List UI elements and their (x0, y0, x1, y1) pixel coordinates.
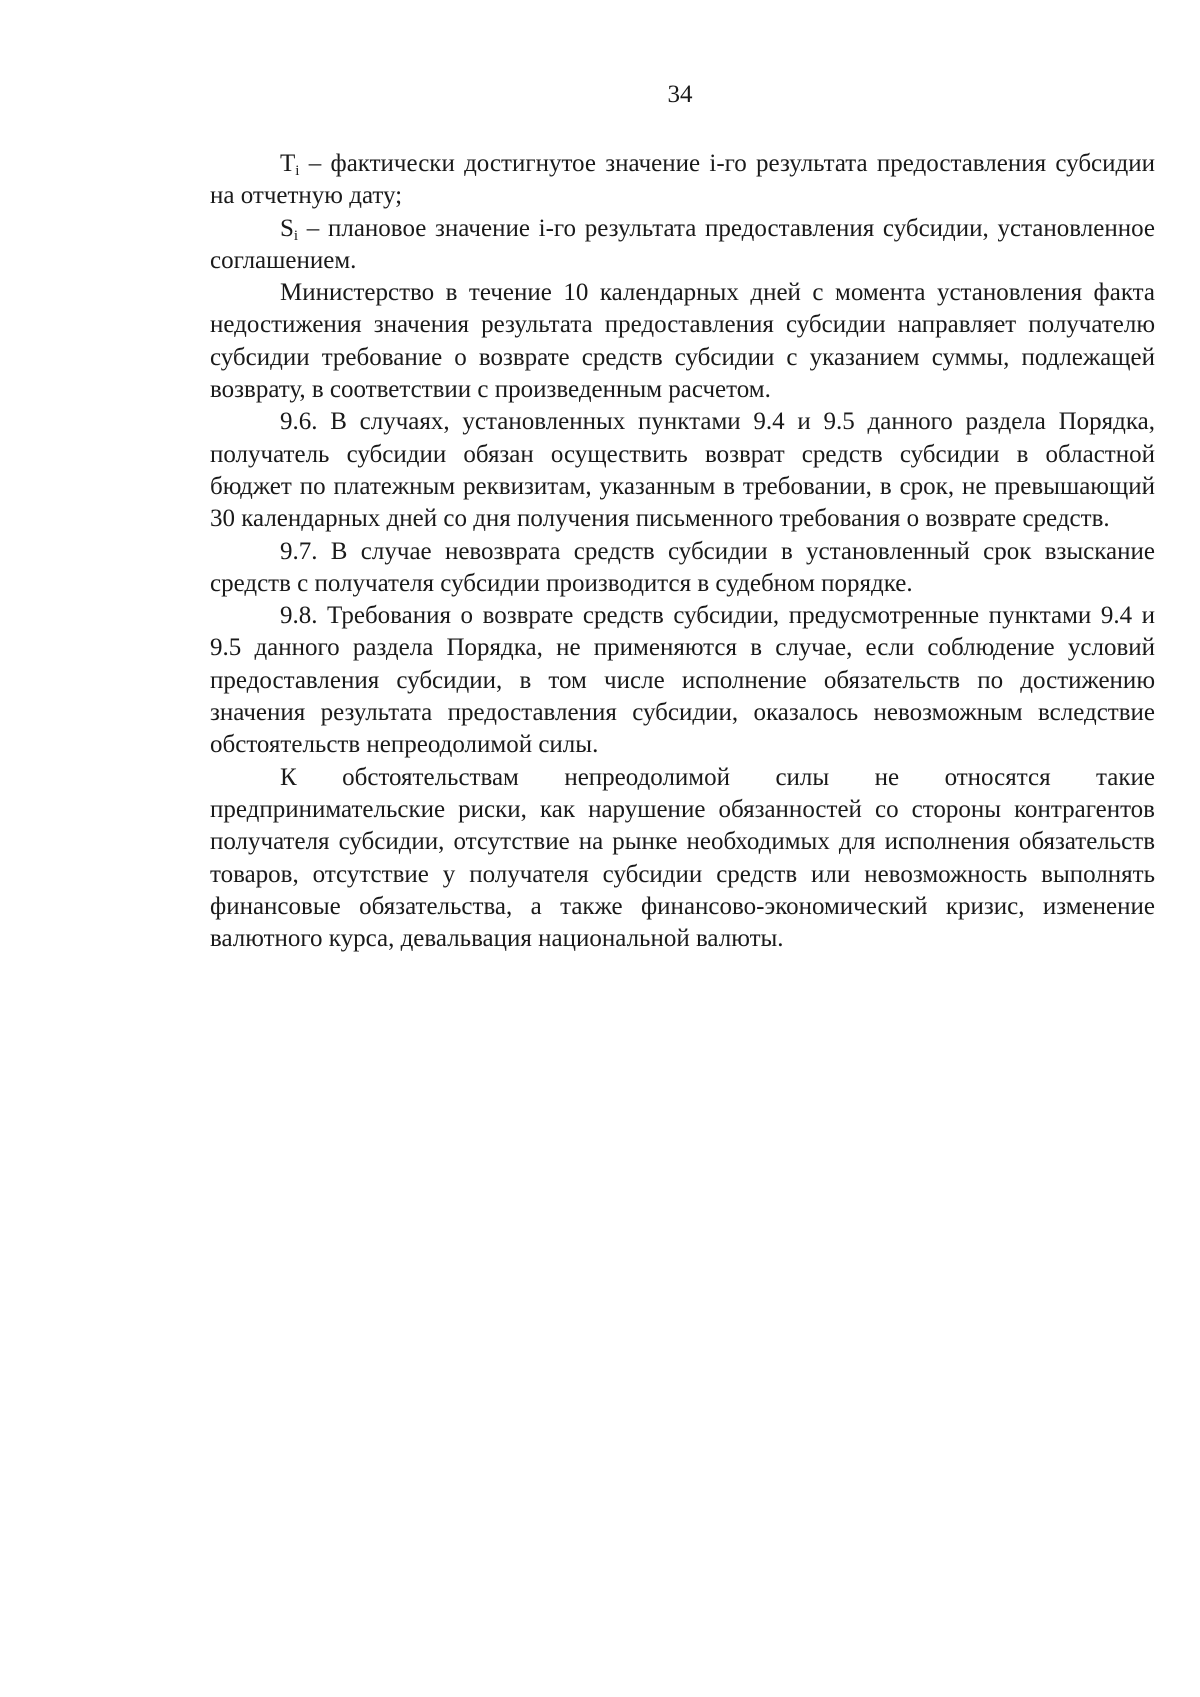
definition-t-subscript: i (295, 163, 300, 179)
document-body (210, 148, 1155, 955)
definition-s-subscript: i (293, 227, 299, 244)
paragraph-9-6: 9.6. В случаях, установленных пунктами 9.4 и 9.5 данного раздела Порядка, получатель субсидии обязан осуществить возврат средств субсидии в областной бюджет по платежным реквизитам, указанным в требовании, в срок, не превышающий 30 календарных дней со дня получения письменного требования о возврате средств. (210, 408, 1155, 533)
paragraph-ministry-notice: Министерство в течение 10 календарных дней с момента установления факта недостижения значения результата предоставления субсидии направляет получателю субсидии требование о возврате средств субсидии с указанием суммы, подлежащей возврату, в соответствии с произведенным расчетом. (210, 279, 1155, 404)
definition-s (210, 213, 1155, 278)
definition-s-symbol: S (280, 214, 294, 242)
definition-t-text: – фактически достигнутое значение i-го результата предоставления субсидии на отчетную дату; (210, 150, 1155, 210)
definition-t-symbol: T (280, 150, 296, 177)
paragraph-force-majeure: К обстоятельствам непреодолимой силы не относятся такие предпринимательские риски, как нарушение обязанностей со стороны контрагентов получателя субсидии, отсутствие на рынке необходимых для исполнения обязательств товаров, отсутствие у получателя субсидии средств или невозможность выполнять финансовые обязательства, а также финансово-экономический кризис, изменение валютного курса, девальвация национальной валюты. (210, 763, 1155, 953)
definition-s-text: – плановое значение i-го результата предоставления субсидии, установленное соглашением. (210, 214, 1155, 274)
paragraph-9-7: 9.7. В случае невозврата средств субсидии в установленный срок взыскание средств с получателя субсидии производится в судебном порядке. (210, 537, 1155, 597)
page-number: 34 (667, 81, 693, 108)
definition-t (210, 148, 1155, 213)
paragraph-9-8: 9.8. Требования о возврате средств субсидии, предусмотренные пунктами 9.4 и 9.5 данного раздела Порядка, не применяются в случае, если соблюдение условий предоставления субсидии, в том числе исполнение обязательств по достижению значения результата предоставления субсидии, оказалось невозможным вследствие обстоятельств непреодолимой силы. (210, 602, 1155, 759)
